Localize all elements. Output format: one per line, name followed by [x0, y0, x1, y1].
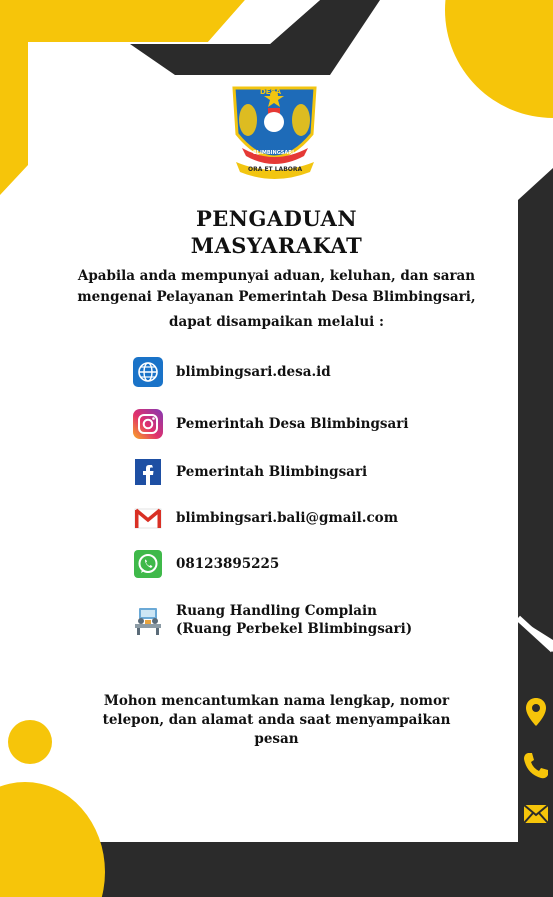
- complaint-room-icon: [133, 606, 163, 636]
- footer-line3: pesan: [254, 731, 299, 747]
- village-emblem-logo: [222, 82, 327, 182]
- whatsapp-icon: [133, 549, 163, 579]
- emblem-motto: ORA ET LABORA: [248, 166, 303, 173]
- mail-icon: [520, 798, 552, 830]
- phone-icon: [520, 750, 552, 782]
- globe-icon: [133, 357, 163, 387]
- channel-gmail[interactable]: [133, 502, 398, 534]
- intro-line3: dapat disampaikan melalui :: [169, 314, 384, 330]
- channel-website[interactable]: [133, 356, 331, 388]
- footer-line2: telepon, dan alamat anda saat menyampaikan: [102, 712, 451, 728]
- channel-facebook-label: Pemerintah Blimbingsari: [176, 464, 368, 480]
- channel-complaint-room[interactable]: [133, 602, 412, 640]
- channel-facebook[interactable]: [133, 456, 367, 488]
- channel-whatsapp-label: 08123895225: [176, 556, 280, 572]
- channel-instagram[interactable]: [133, 408, 409, 440]
- poster-title-line2: MASYARAKAT: [190, 233, 363, 258]
- emblem-ribbon-name: BLIMBINGSARI: [253, 150, 294, 156]
- channel-complaint-room-label-line1: Ruang Handling Complain: [176, 603, 377, 619]
- intro-line2: mengenai Pelayanan Pemerintah Desa Blimbingsari,: [77, 289, 476, 305]
- facebook-icon: [133, 457, 163, 487]
- channel-instagram-label: Pemerintah Desa Blimbingsari: [176, 416, 409, 432]
- instagram-icon: [133, 409, 163, 439]
- channel-website-label: blimbingsari.desa.id: [176, 364, 331, 380]
- intro-line1: Apabila anda mempunyai aduan, keluhan, dan saran: [77, 268, 476, 284]
- channel-whatsapp[interactable]: [133, 548, 279, 580]
- channel-complaint-room-label-line2: (Ruang Perbekel Blimbingsari): [176, 621, 413, 637]
- emblem-top-text: DESA: [260, 88, 282, 96]
- channel-gmail-label: blimbingsari.bali@gmail.com: [176, 510, 398, 526]
- footer-line1: Mohon mencantumkan nama lengkap, nomor: [103, 693, 450, 709]
- gmail-icon: [133, 503, 163, 533]
- poster-title-line1: PENGADUAN: [195, 206, 358, 231]
- location-pin-icon: [520, 696, 552, 728]
